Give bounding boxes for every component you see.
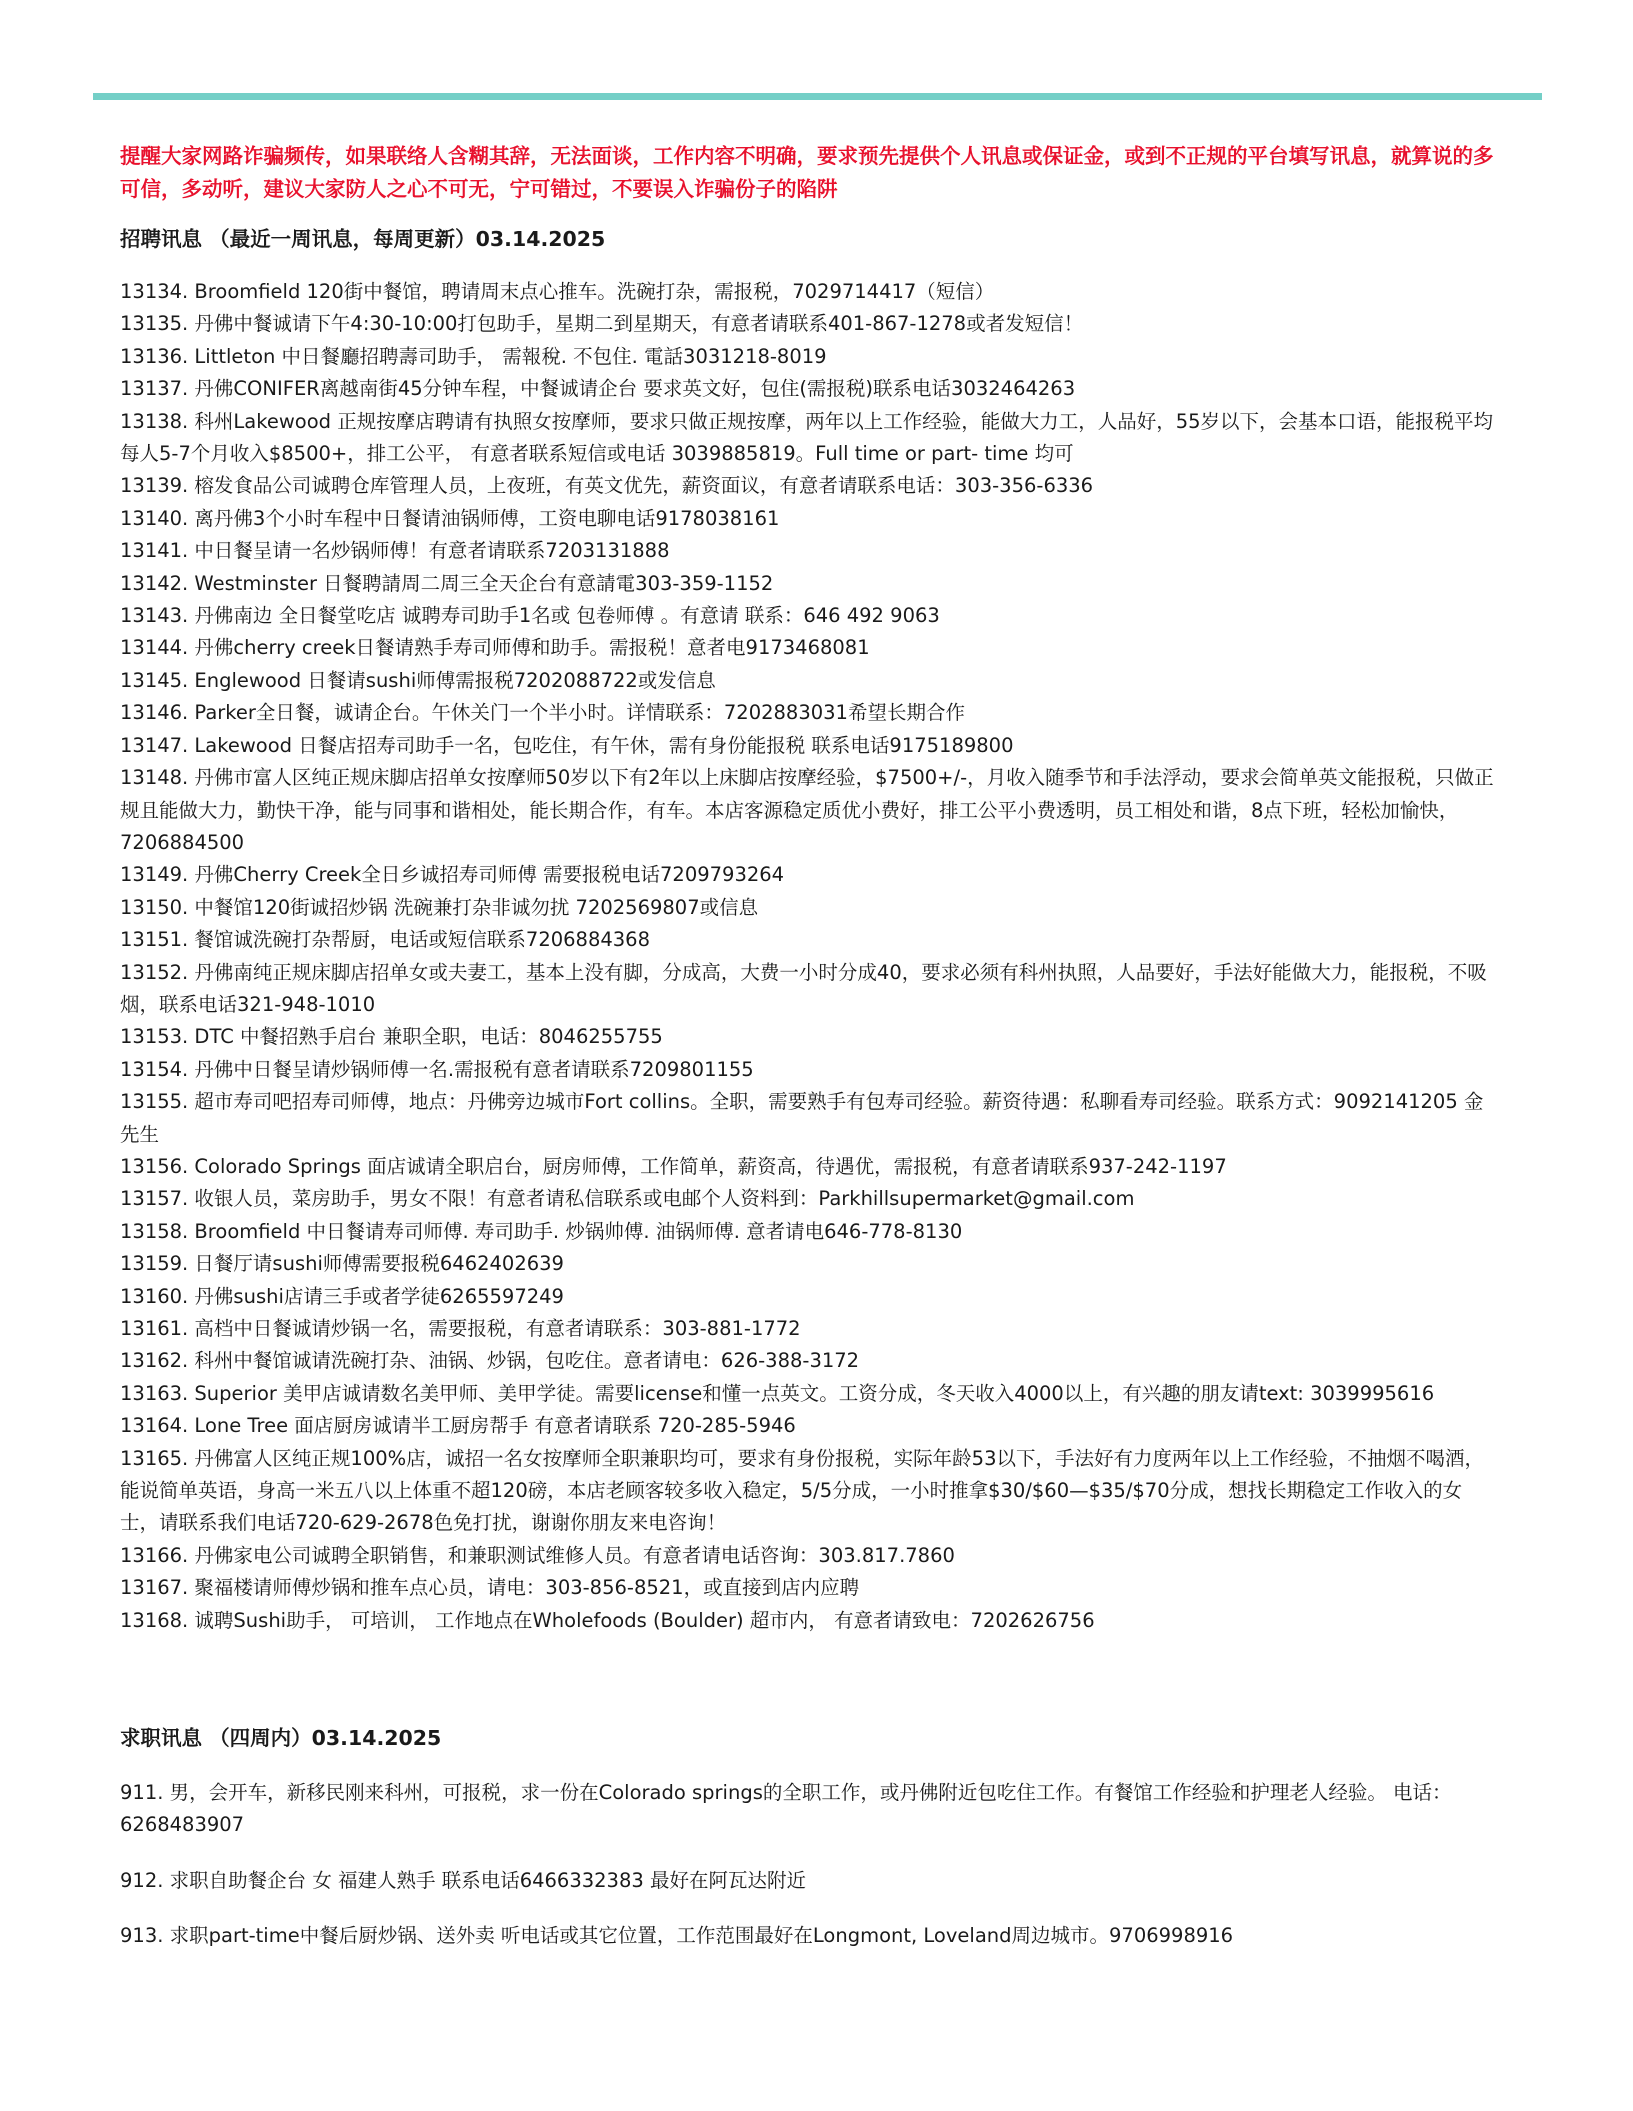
seek-listing: 912. 求职自助餐企台 女 福建人熟手 联系电话6466332383 最好在阿瓦达附近 bbox=[120, 1868, 806, 1892]
job-listing: 13162. 科州中餐馆诚请洗碗打杂、油锅、炒锅，包吃住。意者请电：626-388-3172 bbox=[120, 1349, 860, 1373]
job-listing: 13134. Broomfield 120街中餐馆，聘请周末点心推车。洗碗打杂，需报税，7029714417（短信） bbox=[120, 280, 995, 303]
seek-listing: 911. 男，会开车，新移民刚来科州，可报税，求一份在Colorado springs的全职工作，或丹佛附近包吃住工作。有餐馆工作经验和护理老人经验。 电话：6268483907 bbox=[120, 1781, 1452, 1837]
job-listing: 13135. 丹佛中餐诚请下午4:30-10:00打包助手，星期二到星期天，有意者请联系401-867-1278或者发短信！ bbox=[120, 312, 1084, 336]
job-listing: 13143. 丹佛南边 全日餐堂吃店 诚聘寿司助手1名或 包卷师傅 。有意请 联系：646 492 9063 bbox=[120, 604, 940, 628]
job-listing: 13158. Broomfield 中日餐请寿司师傅. 寿司助手. 炒锅帅傅. 油锅师傅. 意者请电646-778-8130 bbox=[120, 1219, 963, 1243]
job-listing: 13139. 榕发食品公司诚聘仓库管理人员，上夜班，有英文优先，薪资面议，有意者请联系电话：303-356-6336 bbox=[120, 474, 1094, 498]
jobs-heading: 招聘讯息 （最近一周讯息，每周更新）03.14.2025 bbox=[120, 227, 606, 251]
job-listing: 13157. 收银人员，菜房助手，男女不限！有意者请私信联系或电邮个人资料到：Parkhillsupermarket@gmail.com bbox=[120, 1187, 1135, 1211]
job-listing: 13144. 丹佛cherry creek日餐请熟手寿司师傅和助手。需报税！意者电9173468081 bbox=[120, 636, 870, 660]
job-listing: 13160. 丹佛sushi店请三手或者学徒6265597249 bbox=[120, 1284, 564, 1308]
top-accent-rule bbox=[93, 93, 1542, 100]
scam-warning: 提醒大家网路诈骗频传，如果联络人含糊其辞，无法面谈，工作内容不明确，要求预先提供个人讯息或保证金，或到不正规的平台填写讯息，就算说的多可信，多动听，建议大家防人之心不可无，宁可错过，不要误入诈骗份子的陷阱 bbox=[120, 144, 1494, 201]
job-listing: 13141. 中日餐呈请一名炒锅师傅！有意者请联系7203131888 bbox=[120, 539, 670, 563]
job-listing: 13146. Parker全日餐，诚请企台。午休关门一个半小时。详情联系：7202883031希望长期合作 bbox=[120, 701, 965, 725]
job-listing: 13167. 聚福楼请师傅炒锅和推车点心员，请电：303-856-8521，或直接到店内应聘 bbox=[120, 1576, 860, 1600]
job-listing: 13136. Littleton 中日餐廳招聘壽司助手， 需報稅. 不包住. 電話3031218-8019 bbox=[120, 344, 827, 368]
seek-listing: 913. 求职part-time中餐后厨炒锅、送外卖 听电话或其它位置，工作范围最好在Longmont, Loveland周边城市。9706998916 bbox=[120, 1924, 1234, 1948]
job-listing: 13149. 丹佛Cherry Creek全日乡诚招寿司师傅 需要报税电话7209793264 bbox=[120, 863, 785, 887]
job-listing: 13140. 离丹佛3个小时车程中日餐请油锅师傅，工资电聊电话9178038161 bbox=[120, 506, 780, 530]
job-listing: 13154. 丹佛中日餐呈请炒锅师傅一名.需报税有意者请联系7209801155 bbox=[120, 1057, 754, 1081]
job-listing: 13156. Colorado Springs 面店诚请全职启台，厨房师傅，工作简单，薪资高，待遇优，需报税，有意者请联系937-242-1197 bbox=[120, 1154, 1227, 1178]
job-listing: 13137. 丹佛CONIFER离越南街45分钟车程，中餐诚请企台 要求英文好，包住(需报税)联系电话3032464263 bbox=[120, 377, 1076, 401]
job-listing: 13145. Englewood 日餐请sushi师傅需报税7202088722或发信息 bbox=[120, 668, 716, 692]
job-listing: 13150. 中餐馆120街诚招炒锅 洗碗兼打杂非诚勿扰 7202569807或信息 bbox=[120, 895, 759, 919]
job-listing: 13142. Westminster 日餐聘請周二周三全天企台有意請電303-359-1152 bbox=[120, 571, 774, 595]
seek-heading: 求职讯息 （四周内）03.14.2025 bbox=[120, 1726, 442, 1751]
seek-list bbox=[120, 1777, 1500, 1953]
jobs-list bbox=[120, 276, 1500, 1637]
job-listing: 13138. 科州Lakewood 正规按摩店聘请有执照女按摩师，要求只做正规按摩，两年以上工作经验，能做大力工，人品好，55岁以下，会基本口语，能报税平均每人5-7个月收入$8500+，排工公平， 有意者联系短信或电话 3039885819。Full time or part- time 均可 bbox=[120, 409, 1494, 466]
job-listing: 13147. Lakewood 日餐店招寿司助手一名，包吃住，有午休，需有身份能报税 联系电话9175189800 bbox=[120, 733, 1014, 757]
job-listing: 13166. 丹佛家电公司诚聘全职销售，和兼职测试维修人员。有意者请电话咨询：303.817.7860 bbox=[120, 1543, 955, 1567]
job-listing: 13152. 丹佛南纯正规床脚店招单女或夫妻工，基本上没有脚，分成高，大费一小时分成40，要求必须有科州执照，人品要好，手法好能做大力，能报税，不吸烟，联系电话321-948-1010 bbox=[120, 960, 1487, 1016]
job-listing: 13168. 诚聘Sushi助手， 可培训， 工作地点在Wholefoods (Boulder) 超市内， 有意者请致电：7202626756 bbox=[120, 1608, 1095, 1632]
job-listing: 13163. Superior 美甲店诚请数名美甲师、美甲学徒。需要license和懂一点英文。工资分成，冬天收入4000以上，有兴趣的朋友请text: 3039995616 bbox=[120, 1381, 1435, 1405]
job-listing: 13151. 餐馆诚洗碗打杂帮厨，电话或短信联系7206884368 bbox=[120, 928, 650, 952]
job-listing: 13155. 超市寿司吧招寿司师傅，地点：丹佛旁边城市Fort collins。全职，需要熟手有包寿司经验。薪资待遇：私聊看寿司经验。联系方式：9092141205 金先生 bbox=[120, 1090, 1484, 1146]
page-content bbox=[120, 140, 1500, 1976]
job-listing: 13161. 高档中日餐诚请炒锅一名，需要报税，有意者请联系：303-881-1772 bbox=[120, 1317, 801, 1340]
job-listing: 13164. Lone Tree 面店厨房诚请半工厨房帮手 有意者请联系 720-285-5946 bbox=[120, 1414, 796, 1438]
job-listing: 13159. 日餐厅请sushi师傅需要报税6462402639 bbox=[120, 1252, 564, 1276]
job-listing: 13165. 丹佛富人区纯正规100%店，诚招一名女按摩师全职兼职均可，要求有身份报税，实际年龄53以下，手法好有力度两年以上工作经验，不抽烟不喝酒，能说简单英语，身高一米五八以上体重不超120磅，本店老顾客较多收入稳定，5/5分成，一小时推拿$30/$60—$35/$70分成，想找长期稳定工作收入的女士，请联系我们电话720-629-2678色免打扰，谢谢你朋友来电咨询！ bbox=[120, 1446, 1484, 1535]
job-listing: 13153. DTC 中餐招熟手启台 兼职全职，电话：8046255755 bbox=[120, 1025, 663, 1049]
job-listing: 13148. 丹佛市富人区纯正规床脚店招单女按摩师50岁以下有2年以上床脚店按摩经验，$7500+/-，月收入随季节和手法浮动，要求会简单英文能报税，只做正规且能做大力，勤快干净，能与同事和谐相处，能长期合作，有车。本店客源稳定质优小费好，排工公平小费透明，员工相处和谐，8点下班，轻松加愉快，7206884500 bbox=[120, 766, 1494, 854]
